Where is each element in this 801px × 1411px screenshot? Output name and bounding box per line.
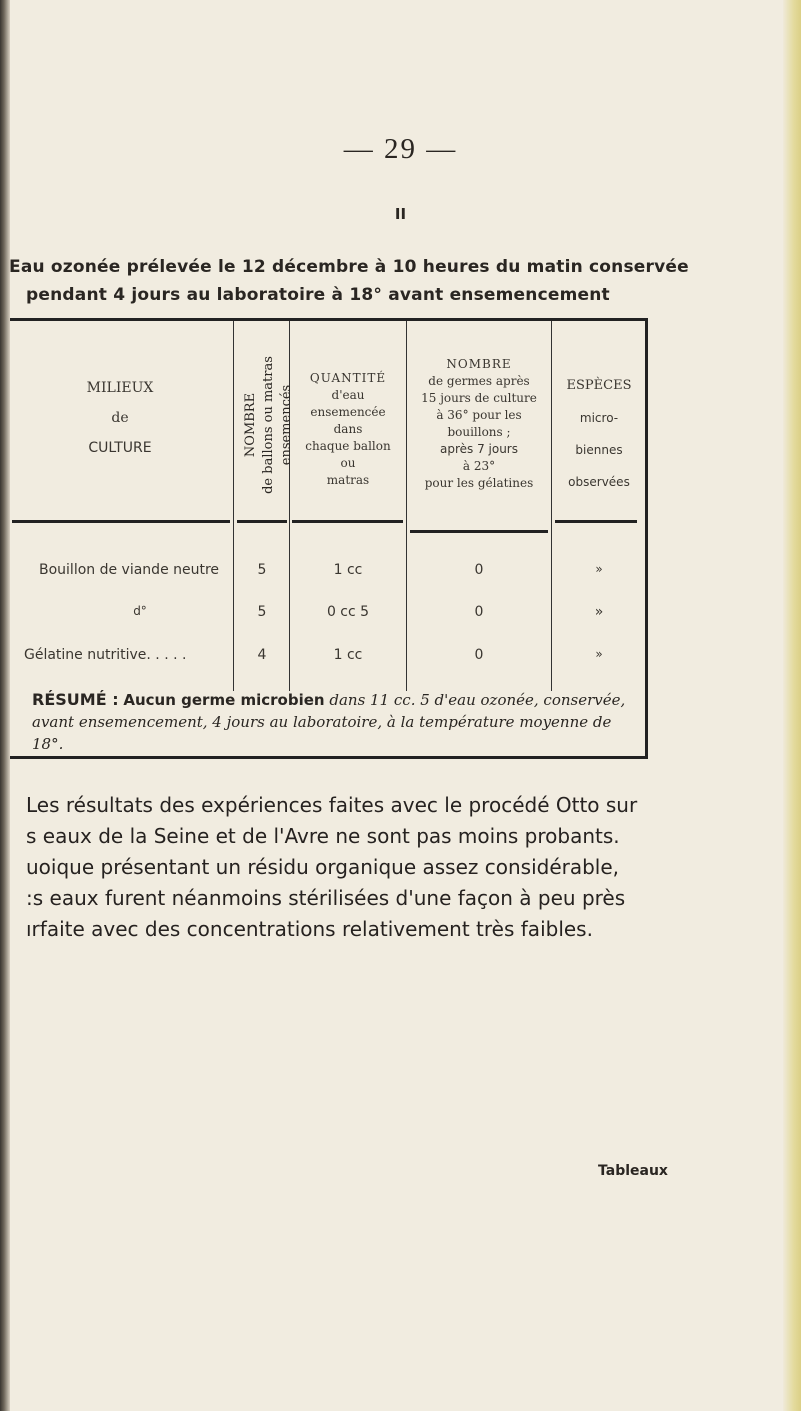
header-text: d'eau: [331, 388, 365, 402]
section-number: II: [394, 205, 407, 223]
header-text: ensemencée: [310, 405, 386, 419]
header-text: ou: [340, 456, 356, 470]
header-rule: [410, 530, 548, 533]
row-especes: »: [594, 604, 604, 620]
header-text-rotated: [242, 355, 294, 495]
header-text: chaque ballon: [305, 439, 391, 453]
header-quantite: [292, 370, 404, 489]
header-especes: [553, 370, 645, 498]
table-divider: [551, 321, 552, 691]
footer-label: Tableaux: [598, 1163, 668, 1179]
row-milieu: d°: [133, 604, 147, 618]
header-text: 15 jours de culture: [421, 391, 537, 405]
header-rule: [237, 520, 287, 523]
row-nombre: 4: [257, 647, 267, 663]
summary-bold: Aucun germe microbien: [123, 691, 325, 709]
summary-italic: dans 11 cc. 5 d'eau ozonée, conservée, avant ensemencement, 4 jours au laboratoire, à la température moyenne de 18°.: [32, 691, 626, 753]
header-text: à 23°: [462, 459, 496, 473]
header-rule: [292, 520, 403, 523]
header-text: CULTURE: [88, 440, 152, 456]
header-nombre-ballons: [236, 350, 294, 500]
row-milieu: Gélatine nutritive. . . . .: [24, 647, 187, 663]
header-text: ensemencés: [279, 384, 294, 466]
header-text: pour les gélatines: [424, 476, 534, 490]
body-line: s eaux de la Seine et de l'Avre ne sont pas moins probants.: [26, 824, 620, 848]
header-rule: [555, 520, 637, 523]
header-text: de: [111, 410, 129, 426]
table-summary: [32, 689, 647, 755]
header-text: micro-: [579, 411, 619, 425]
header-text: à 36° pour les: [436, 408, 522, 422]
header-text: de ballons ou matras: [261, 356, 276, 494]
row-nombre: 5: [257, 562, 267, 578]
header-text: ESPÈCES: [566, 378, 632, 393]
body-line: ırfaite avec des concentrations relativement très faibles.: [26, 917, 593, 941]
table-divider: [406, 321, 407, 691]
page-number: — 29 —: [343, 133, 458, 165]
row-germes: 0: [474, 604, 484, 620]
row-germes: 0: [474, 647, 484, 663]
row-especes: »: [595, 562, 603, 576]
header-text: de germes après: [428, 374, 530, 388]
header-germes: [408, 356, 550, 492]
heading-line-2: pendant 4 jours au laboratoire à 18° avant ensemencement: [26, 285, 610, 305]
row-quantite: 0 cc 5: [326, 604, 370, 620]
header-text: observées: [568, 475, 630, 489]
header-text: NOMBRE: [243, 392, 258, 458]
table-divider: [233, 321, 234, 691]
body-line: uoique présentant un résidu organique assez considérable,: [26, 855, 620, 879]
header-text: bouillons ;: [447, 425, 511, 439]
header-text: NOMBRE: [446, 357, 512, 371]
header-text: MILIEUX: [86, 380, 154, 396]
body-line: Les résultats des expériences faites avec le procédé Otto sur: [26, 793, 638, 817]
row-quantite: 1 cc: [333, 647, 363, 663]
row-nombre: 5: [257, 604, 267, 620]
summary-label: RÉSUMÉ :: [32, 690, 119, 709]
heading-line-1: Eau ozonée prélevée le 12 décembre à 10 heures du matin conservée: [9, 257, 689, 277]
row-quantite: 1 cc: [333, 562, 363, 578]
body-line: :s eaux furent néanmoins stérilisées d'une façon à peu près: [26, 886, 626, 910]
row-germes: 0: [474, 562, 484, 578]
header-text: QUANTITÉ: [309, 371, 387, 385]
body-paragraph: [26, 790, 686, 945]
header-milieux: [40, 373, 200, 463]
header-rule: [12, 520, 230, 523]
header-text: dans: [333, 422, 363, 436]
header-text: après 7 jours: [439, 442, 518, 456]
header-text: matras: [326, 473, 370, 487]
row-especes: »: [595, 647, 603, 661]
header-text: biennes: [575, 443, 623, 457]
row-milieu: Bouillon de viande neutre: [39, 562, 220, 578]
